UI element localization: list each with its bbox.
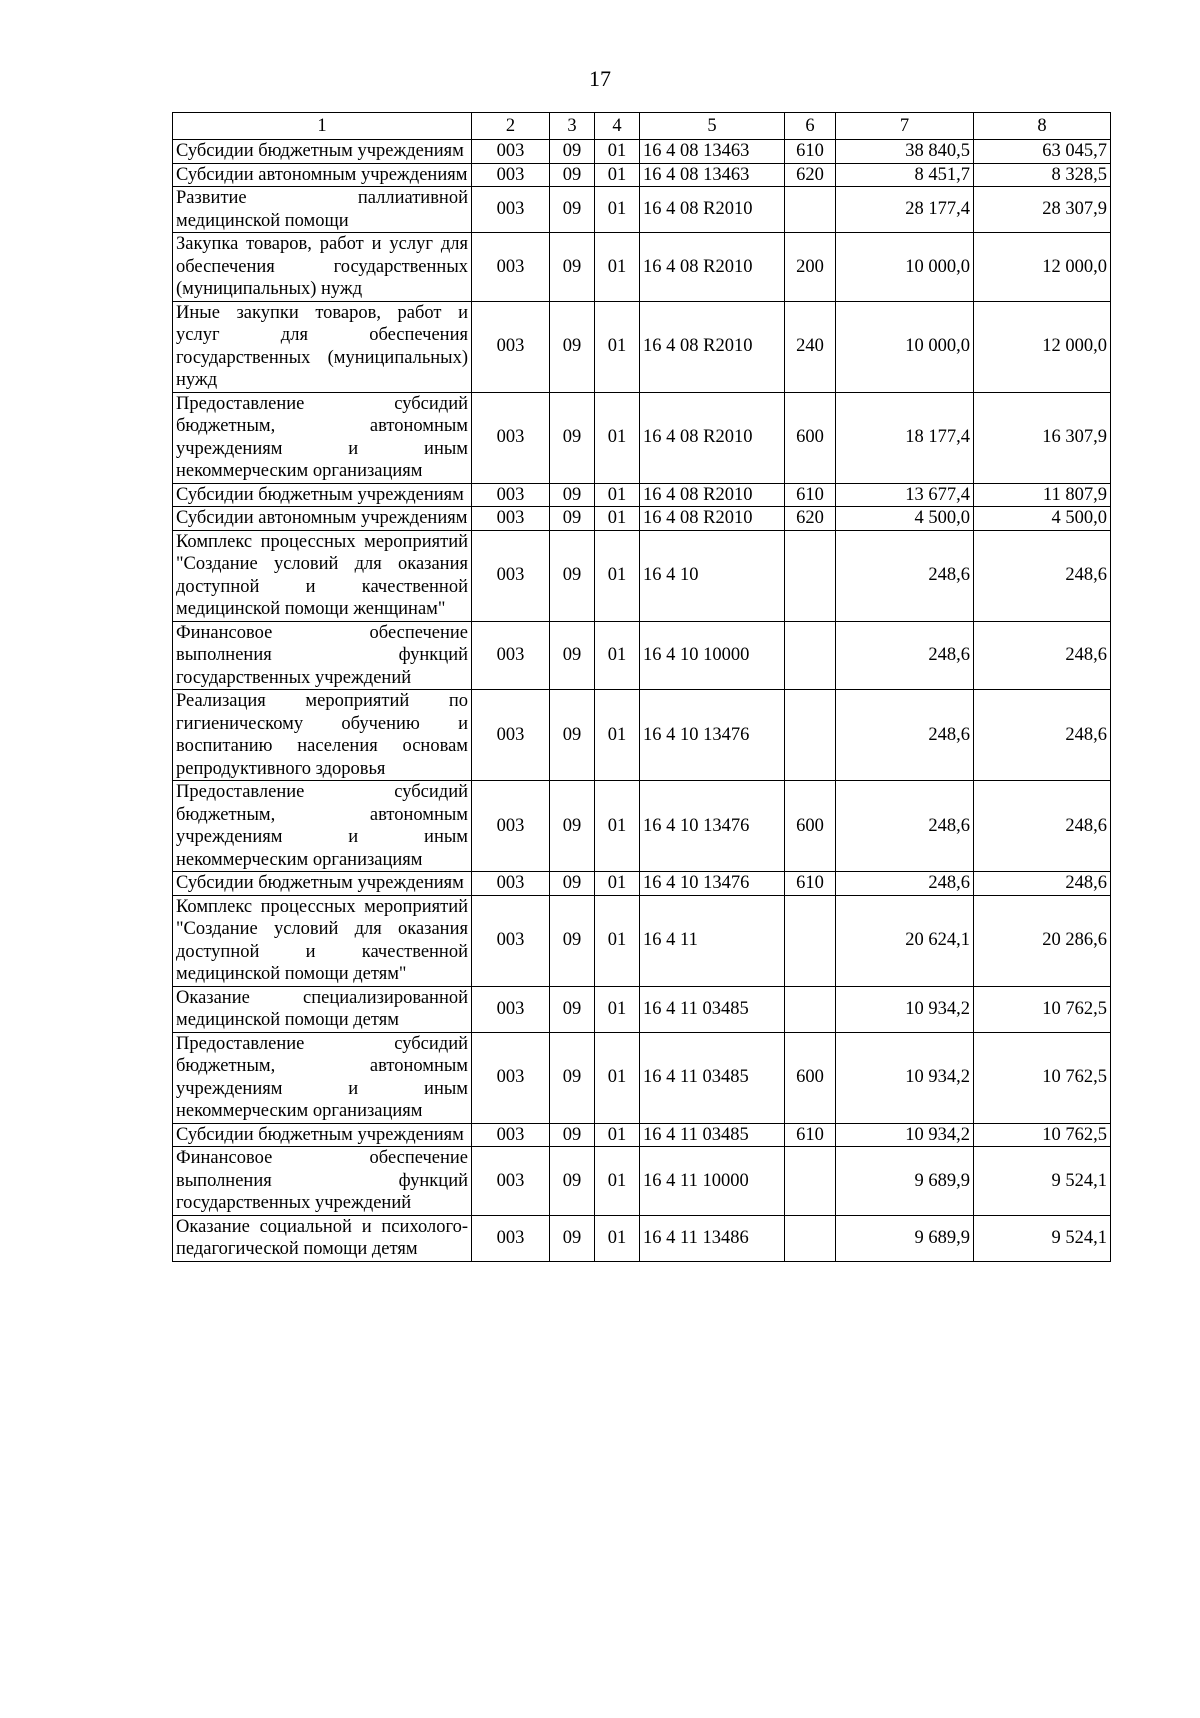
row-name-cell: Финансовое обеспечение выполнения функций государственных учреждений [173,1147,472,1216]
target-article-cell: 16 4 11 03485 [640,1123,785,1147]
subsection-code-cell: 01 [595,1123,640,1147]
amount-col8-cell: 10 762,5 [974,1123,1111,1147]
subsection-code-cell: 01 [595,1215,640,1261]
section-code-cell: 09 [550,530,595,621]
table-row [173,163,1111,187]
amount-col7-cell: 9 689,9 [836,1215,974,1261]
section-code-cell: 09 [550,392,595,483]
table-row [173,301,1111,392]
amount-col8-cell: 12 000,0 [974,233,1111,302]
page-number: 17 [589,66,611,91]
amount-col8-cell: 12 000,0 [974,301,1111,392]
target-article-cell: 16 4 08 R2010 [640,233,785,302]
amount-col7-cell: 248,6 [836,690,974,781]
subsection-code-cell: 01 [595,1147,640,1216]
amount-col7-cell: 13 677,4 [836,483,974,507]
subsection-code-cell: 01 [595,140,640,164]
column-header: 7 [836,113,974,140]
section-code-cell: 09 [550,781,595,872]
row-name-cell: Комплекс процессных мероприятий "Создание условий для оказания доступной и качественной медицинской помощи детям" [173,895,472,986]
row-name-cell: Комплекс процессных мероприятий "Создание условий для оказания доступной и качественной медицинской помощи женщинам" [173,530,472,621]
row-name-cell: Субсидии бюджетным учреждениям [173,483,472,507]
target-article-cell: 16 4 11 13486 [640,1215,785,1261]
expense-type-cell [785,895,836,986]
amount-col7-cell: 20 624,1 [836,895,974,986]
target-article-cell: 16 4 08 R2010 [640,301,785,392]
expense-type-cell: 610 [785,483,836,507]
table-row [173,233,1111,302]
expense-type-cell: 620 [785,507,836,531]
amount-col8-cell: 11 807,9 [974,483,1111,507]
header-row [173,113,1111,140]
target-article-cell: 16 4 11 03485 [640,1032,785,1123]
table-row [173,1215,1111,1261]
expense-type-cell: 600 [785,392,836,483]
amount-col7-cell: 248,6 [836,781,974,872]
column-header: 2 [472,113,550,140]
ministry-code-cell: 003 [472,690,550,781]
budget-table [172,112,1111,1262]
ministry-code-cell: 003 [472,483,550,507]
row-name-cell: Предоставление субсидий бюджетным, автономным учреждениям и иным некоммерческим организациям [173,781,472,872]
table-row [173,483,1111,507]
subsection-code-cell: 01 [595,483,640,507]
column-header: 5 [640,113,785,140]
section-code-cell: 09 [550,872,595,896]
target-article-cell: 16 4 08 R2010 [640,187,785,233]
amount-col7-cell: 18 177,4 [836,392,974,483]
ministry-code-cell: 003 [472,1032,550,1123]
target-article-cell: 16 4 11 03485 [640,986,785,1032]
amount-col8-cell: 63 045,7 [974,140,1111,164]
section-code-cell: 09 [550,1147,595,1216]
target-article-cell: 16 4 08 R2010 [640,483,785,507]
column-header: 6 [785,113,836,140]
ministry-code-cell: 003 [472,781,550,872]
table-row [173,872,1111,896]
table-row [173,1032,1111,1123]
expense-type-cell: 200 [785,233,836,302]
amount-col8-cell: 248,6 [974,781,1111,872]
amount-col7-cell: 28 177,4 [836,187,974,233]
table-row [173,690,1111,781]
ministry-code-cell: 003 [472,140,550,164]
table-row [173,507,1111,531]
ministry-code-cell: 003 [472,163,550,187]
subsection-code-cell: 01 [595,895,640,986]
section-code-cell: 09 [550,187,595,233]
expense-type-cell: 610 [785,872,836,896]
subsection-code-cell: 01 [595,986,640,1032]
subsection-code-cell: 01 [595,781,640,872]
target-article-cell: 16 4 11 10000 [640,1147,785,1216]
expense-type-cell: 610 [785,1123,836,1147]
ministry-code-cell: 003 [472,301,550,392]
subsection-code-cell: 01 [595,690,640,781]
ministry-code-cell: 003 [472,507,550,531]
table-row [173,530,1111,621]
table-row [173,1123,1111,1147]
row-name-cell: Субсидии бюджетным учреждениям [173,1123,472,1147]
section-code-cell: 09 [550,1032,595,1123]
table-row [173,1147,1111,1216]
table-row [173,392,1111,483]
section-code-cell: 09 [550,507,595,531]
ministry-code-cell: 003 [472,187,550,233]
expense-type-cell [785,1147,836,1216]
subsection-code-cell: 01 [595,163,640,187]
amount-col7-cell: 10 934,2 [836,1123,974,1147]
expense-type-cell [785,690,836,781]
ministry-code-cell: 003 [472,621,550,690]
amount-col7-cell: 38 840,5 [836,140,974,164]
amount-col8-cell: 10 762,5 [974,1032,1111,1123]
amount-col8-cell: 28 307,9 [974,187,1111,233]
amount-col7-cell: 4 500,0 [836,507,974,531]
expense-type-cell [785,621,836,690]
ministry-code-cell: 003 [472,1123,550,1147]
row-name-cell: Субсидии бюджетным учреждениям [173,872,472,896]
target-article-cell: 16 4 08 R2010 [640,507,785,531]
row-name-cell: Финансовое обеспечение выполнения функций государственных учреждений [173,621,472,690]
section-code-cell: 09 [550,690,595,781]
table-row [173,621,1111,690]
table-row [173,187,1111,233]
ministry-code-cell: 003 [472,872,550,896]
subsection-code-cell: 01 [595,621,640,690]
amount-col8-cell: 248,6 [974,872,1111,896]
amount-col7-cell: 10 934,2 [836,1032,974,1123]
expense-type-cell: 610 [785,140,836,164]
amount-col7-cell: 248,6 [836,530,974,621]
expense-type-cell: 240 [785,301,836,392]
row-name-cell: Оказание социальной и психолого-педагогической помощи детям [173,1215,472,1261]
row-name-cell: Иные закупки товаров, работ и услуг для обеспечения государственных (муниципальных) нужд [173,301,472,392]
subsection-code-cell: 01 [595,872,640,896]
row-name-cell: Субсидии автономным учреждениям [173,163,472,187]
section-code-cell: 09 [550,140,595,164]
expense-type-cell [785,986,836,1032]
subsection-code-cell: 01 [595,233,640,302]
expense-type-cell [785,1215,836,1261]
amount-col7-cell: 8 451,7 [836,163,974,187]
ministry-code-cell: 003 [472,233,550,302]
table-row [173,140,1111,164]
ministry-code-cell: 003 [472,1147,550,1216]
amount-col8-cell: 9 524,1 [974,1147,1111,1216]
section-code-cell: 09 [550,163,595,187]
target-article-cell: 16 4 11 [640,895,785,986]
target-article-cell: 16 4 08 R2010 [640,392,785,483]
row-name-cell: Закупка товаров, работ и услуг для обеспечения государственных (муниципальных) нужд [173,233,472,302]
amount-col8-cell: 4 500,0 [974,507,1111,531]
target-article-cell: 16 4 10 [640,530,785,621]
ministry-code-cell: 003 [472,986,550,1032]
subsection-code-cell: 01 [595,1032,640,1123]
expense-type-cell [785,187,836,233]
row-name-cell: Развитие паллиативной медицинской помощи [173,187,472,233]
amount-col7-cell: 10 000,0 [836,233,974,302]
subsection-code-cell: 01 [595,187,640,233]
subsection-code-cell: 01 [595,507,640,531]
amount-col8-cell: 8 328,5 [974,163,1111,187]
target-article-cell: 16 4 08 13463 [640,163,785,187]
subsection-code-cell: 01 [595,301,640,392]
section-code-cell: 09 [550,621,595,690]
section-code-cell: 09 [550,895,595,986]
table-row [173,781,1111,872]
expense-type-cell: 600 [785,1032,836,1123]
amount-col8-cell: 16 307,9 [974,392,1111,483]
row-name-cell: Субсидии бюджетным учреждениям [173,140,472,164]
section-code-cell: 09 [550,483,595,507]
section-code-cell: 09 [550,1123,595,1147]
target-article-cell: 16 4 08 13463 [640,140,785,164]
amount-col7-cell: 10 934,2 [836,986,974,1032]
amount-col8-cell: 248,6 [974,690,1111,781]
target-article-cell: 16 4 10 13476 [640,872,785,896]
column-header: 4 [595,113,640,140]
row-name-cell: Предоставление субсидий бюджетным, автономным учреждениям и иным некоммерческим организациям [173,1032,472,1123]
section-code-cell: 09 [550,1215,595,1261]
row-name-cell: Субсидии автономным учреждениям [173,507,472,531]
table-body [173,140,1111,1262]
amount-col7-cell: 248,6 [836,621,974,690]
amount-col8-cell: 248,6 [974,621,1111,690]
section-code-cell: 09 [550,233,595,302]
ministry-code-cell: 003 [472,530,550,621]
row-name-cell: Предоставление субсидий бюджетным, автономным учреждениям и иным некоммерческим организациям [173,392,472,483]
amount-col8-cell: 20 286,6 [974,895,1111,986]
section-code-cell: 09 [550,986,595,1032]
ministry-code-cell: 003 [472,1215,550,1261]
target-article-cell: 16 4 10 13476 [640,781,785,872]
amount-col7-cell: 10 000,0 [836,301,974,392]
column-header: 8 [974,113,1111,140]
amount-col7-cell: 9 689,9 [836,1147,974,1216]
subsection-code-cell: 01 [595,392,640,483]
table-row [173,895,1111,986]
table-row [173,986,1111,1032]
ministry-code-cell: 003 [472,392,550,483]
subsection-code-cell: 01 [595,530,640,621]
section-code-cell: 09 [550,301,595,392]
ministry-code-cell: 003 [472,895,550,986]
column-header: 3 [550,113,595,140]
target-article-cell: 16 4 10 13476 [640,690,785,781]
expense-type-cell: 620 [785,163,836,187]
amount-col7-cell: 248,6 [836,872,974,896]
column-header: 1 [173,113,472,140]
expense-type-cell [785,530,836,621]
amount-col8-cell: 248,6 [974,530,1111,621]
amount-col8-cell: 9 524,1 [974,1215,1111,1261]
row-name-cell: Реализация мероприятий по гигиеническому обучению и воспитанию населения основам репродуктивного здоровья [173,690,472,781]
expense-type-cell: 600 [785,781,836,872]
amount-col8-cell: 10 762,5 [974,986,1111,1032]
row-name-cell: Оказание специализированной медицинской помощи детям [173,986,472,1032]
target-article-cell: 16 4 10 10000 [640,621,785,690]
